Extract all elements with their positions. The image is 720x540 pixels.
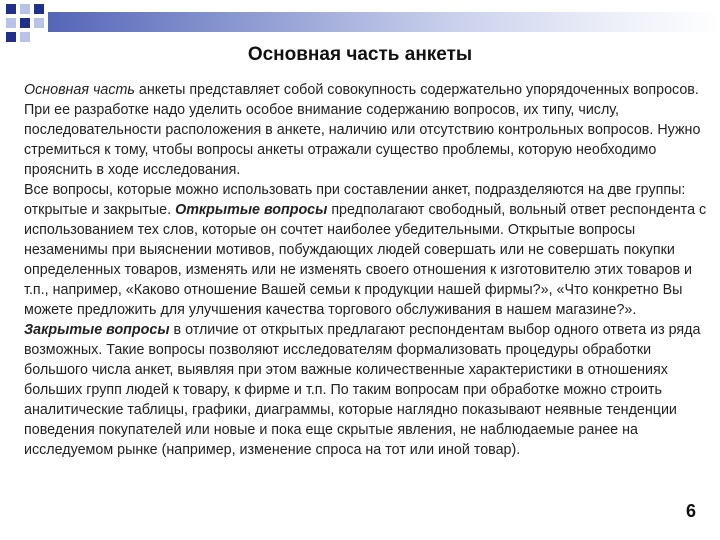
term-closed-questions: Закрытые вопросы <box>24 322 170 338</box>
body-text <box>24 80 710 460</box>
deco-square <box>34 4 44 14</box>
term-main-part: Основная часть <box>24 82 135 98</box>
deco-square <box>34 18 44 28</box>
paragraph-intro <box>24 80 710 180</box>
paragraph-text: в отличие от открытых предлагают респондентам выбор одного ответа из ряда возможных. Такие вопросы позволяют исследователям формализовать процедуры обработки большого числа анкет, выявляя при этом важные количественные характеристики в отношениях больших групп людей к товару, к фирме и т.п. По таким вопросам при обработке можно строить аналитические таблицы, графики, диаграммы, которые наглядно показывают неявные тенденции поведения покупателей или новые и пока еще скрытые явления, не наблюдаемые ранее на исследуемом рынке (например, изменение спроса на тот или иной товар). <box>24 322 701 458</box>
deco-square <box>20 4 30 14</box>
deco-square <box>20 32 30 42</box>
paragraph-closed-questions <box>24 320 710 460</box>
page-number: 6 <box>685 501 696 521</box>
paragraph-open-questions <box>24 180 710 320</box>
deco-square <box>20 18 30 28</box>
deco-square <box>6 32 16 42</box>
deco-square <box>6 4 16 14</box>
paragraph-text: предполагают свободный, вольный ответ респондента с использованием тех слов, которые он сочтет наиболее убедительными. Открытые вопросы незаменимы при выяснении мотивов, побуждающих людей совершать или не совершать покупки определенных товаров, изменять или не изменять своего отношения к изготовителю этих товаров и т.п., например, «Каково отношение Вашей семьи к продукции нашей фирмы?», «Что конкретно Вы можете предложить для улучшения качества торгового обслуживания в нашем магазине?». <box>24 202 707 318</box>
paragraph-text: Все вопросы, которые можно использовать при составлении анкет, подразделяются на две группы: открытые и закрытые. <box>24 182 686 218</box>
term-open-questions: Открытые вопросы <box>175 202 328 218</box>
deco-square <box>6 18 16 28</box>
header-gradient-band <box>48 12 720 32</box>
paragraph-text: анкеты представляет собой совокупность содержательно упорядоченных вопросов. При ее разработке надо уделить особое внимание содержанию вопросов, их типу, числу, последовательности расположения в анкете, наличию или отсутствию контрольных вопросов. Нужно стремиться к тому, чтобы вопросы анкеты отражали существо проблемы, которую необходимо прояснить в ходе исследования. <box>24 82 701 178</box>
page-title: Основная часть анкеты <box>247 44 473 65</box>
